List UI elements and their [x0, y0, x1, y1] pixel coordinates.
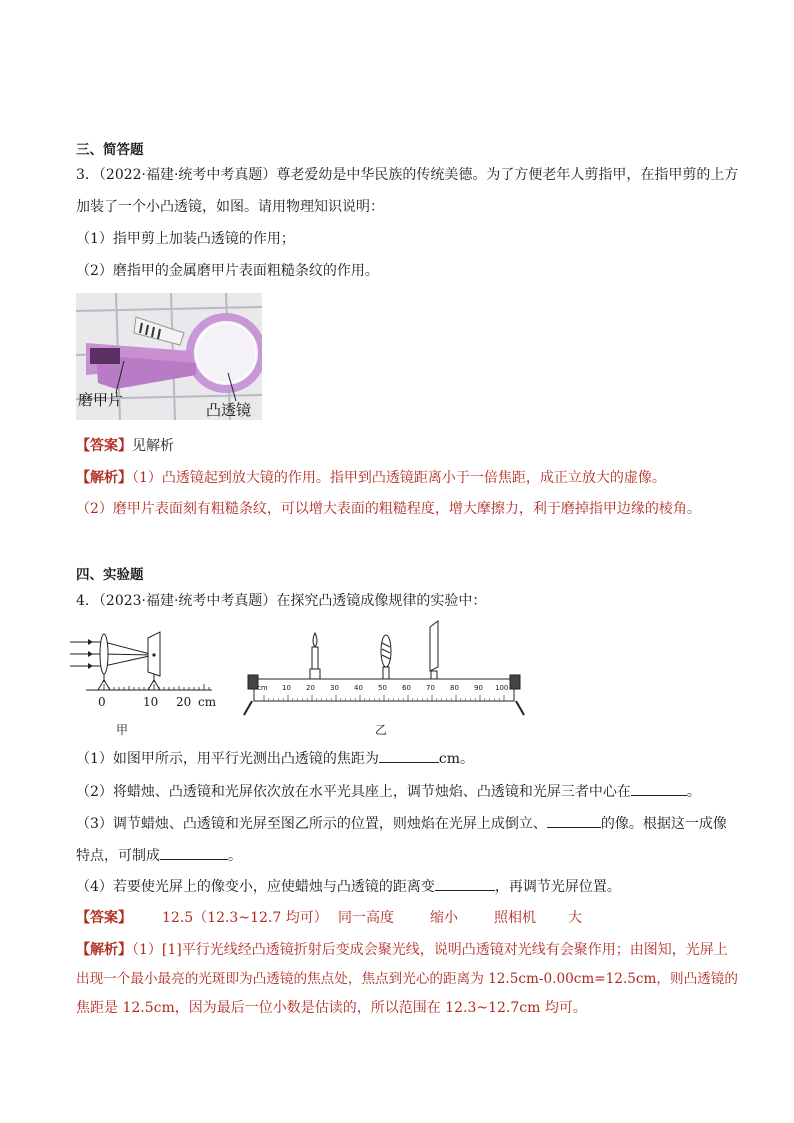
- fig-jia-tick-10: 10: [143, 695, 159, 709]
- photo-label-convex-lens: 凸透镜: [206, 401, 252, 419]
- q4-sub4: [76, 876, 621, 897]
- q4-sub3-text-c: 特点，可制成: [76, 848, 160, 864]
- q3-sub1: （1）指甲剪上加装凸透镜的作用；: [76, 231, 295, 247]
- q3-analysis-1: [76, 468, 666, 488]
- q4-sub1-unit: cm。: [438, 751, 475, 767]
- figure-yi: [236, 617, 532, 741]
- q4-sub3-end: 。: [228, 848, 242, 864]
- q4-sub3-line2: [76, 845, 242, 866]
- answer-item-5: 大: [568, 910, 582, 926]
- q4-answer: [76, 908, 716, 928]
- answer-blank: [435, 876, 495, 891]
- bench-tick: 60: [402, 684, 411, 692]
- q4-sub4-text: （4）若要使光屏上的像变小，应使蜡烛与凸透镜的距离变: [76, 879, 435, 895]
- bench-tick: 80: [450, 684, 459, 692]
- q4-analysis-1: [76, 940, 728, 960]
- answer-item-2: 同一高度: [338, 910, 394, 926]
- q4-sub1-text: （1）如图甲所示，用平行光测出凸透镜的焦距为: [76, 751, 379, 767]
- analysis-text: （1）凸透镜起到放大镜的作用。指甲到凸透镜距离小于一倍焦距，成正立放大的虚像。: [132, 470, 666, 486]
- q3-answer: [76, 436, 174, 456]
- q4-sub3-line1: [76, 813, 727, 834]
- q4-analysis-3: 焦距是 12.5cm，因为最后一位小数是估读的，所以范围在 12.3~12.7cm 均可。: [76, 1000, 587, 1016]
- answer-blank: [379, 748, 439, 763]
- nail-clipper-photo: [76, 293, 262, 420]
- q3-sub2: （2）磨指甲的金属磨甲片表面粗糙条纹的作用。: [76, 263, 379, 279]
- bench-tick: 40: [354, 684, 363, 692]
- fig-jia-unit: cm: [198, 695, 217, 709]
- q4-analysis-2: 出现一个最小最亮的光斑即为凸透镜的焦点处，焦点到光心的距离为 12.5cm-0.00cm=12.5cm，则凸透镜的: [76, 971, 738, 987]
- q4-stem: 4．（2023·福建·统考中考真题）在探究凸透镜成像规律的实验中：: [76, 593, 487, 609]
- analysis-tag: 【解析】: [76, 942, 132, 958]
- bench-tick: 90: [474, 684, 483, 692]
- q4-sub4-end: ，再调节光屏位置。: [494, 879, 621, 895]
- q3-analysis-2: （2）磨甲片表面刻有粗糙条纹，可以增大表面的粗糙程度，增大摩擦力，利于磨掉指甲边缘的棱角。: [76, 501, 701, 517]
- answer-tag: 【答案】: [76, 438, 132, 454]
- bench-tick: 30: [330, 684, 339, 692]
- lens: [381, 635, 391, 679]
- section-title-3: 三、简答题: [76, 142, 144, 158]
- bench-tick: 50: [378, 684, 387, 692]
- answer-blank: [160, 845, 228, 860]
- bench-tick: 10: [282, 684, 291, 692]
- q4-sub3-text-b: 的像。根据这一成像: [600, 816, 727, 832]
- q4-sub2: [76, 781, 701, 802]
- answer-item-1: 12.5（12.3~12.7 均可）: [162, 910, 328, 926]
- fig-yi-caption: 乙: [375, 723, 388, 737]
- section-title-4: 四、实验题: [76, 567, 144, 583]
- answer-item-4: 照相机: [494, 910, 536, 926]
- bench-tick: 20: [306, 684, 315, 692]
- q4-sub2-text: （2）将蜡烛、凸透镜和光屏依次放在水平光具座上，调节烛焰、凸透镜和光屏三者中心在: [76, 784, 631, 800]
- answer-blank: [547, 813, 601, 828]
- focal-length-diagram: [68, 628, 228, 738]
- bench-tick: 70: [426, 684, 435, 692]
- bench-unit: cm: [257, 684, 268, 692]
- q4-sub2-end: 。: [686, 784, 701, 800]
- answer-text: 见解析: [132, 438, 174, 454]
- analysis-text: （1）[1]平行光线经凸透镜折射后变成会聚光线，说明凸透镜对光线有会聚作用；由图知，光屏上: [132, 942, 728, 958]
- analysis-tag: 【解析】: [76, 470, 132, 486]
- figure-jia: [68, 628, 228, 738]
- q3-stem-line2: 加装了一个小凸透镜，如图。请用物理知识说明：: [76, 199, 384, 215]
- bench-tick: 100: [495, 684, 509, 692]
- answer-tag: 【答案】: [76, 910, 132, 926]
- fig-jia-tick-20: 20: [176, 695, 192, 709]
- answer-item-3: 缩小: [430, 910, 458, 926]
- q3-stem-line1: 3．（2022·福建·统考中考真题）尊老爱幼是中华民族的传统美德。为了方便老年人剪指甲，在指甲剪的上方: [76, 167, 739, 183]
- q4-sub1: [76, 748, 474, 769]
- candle: [310, 633, 320, 679]
- fig-jia-tick-0: 0: [98, 695, 106, 709]
- fig-jia-caption: 甲: [116, 723, 129, 737]
- photo-label-grinding-plate: 磨甲片: [78, 391, 124, 409]
- q4-sub3-text: （3）调节蜡烛、凸透镜和光屏至图乙所示的位置，则烛焰在光屏上成倒立、: [76, 816, 547, 832]
- answer-blank: [631, 781, 687, 796]
- screen: [430, 621, 438, 679]
